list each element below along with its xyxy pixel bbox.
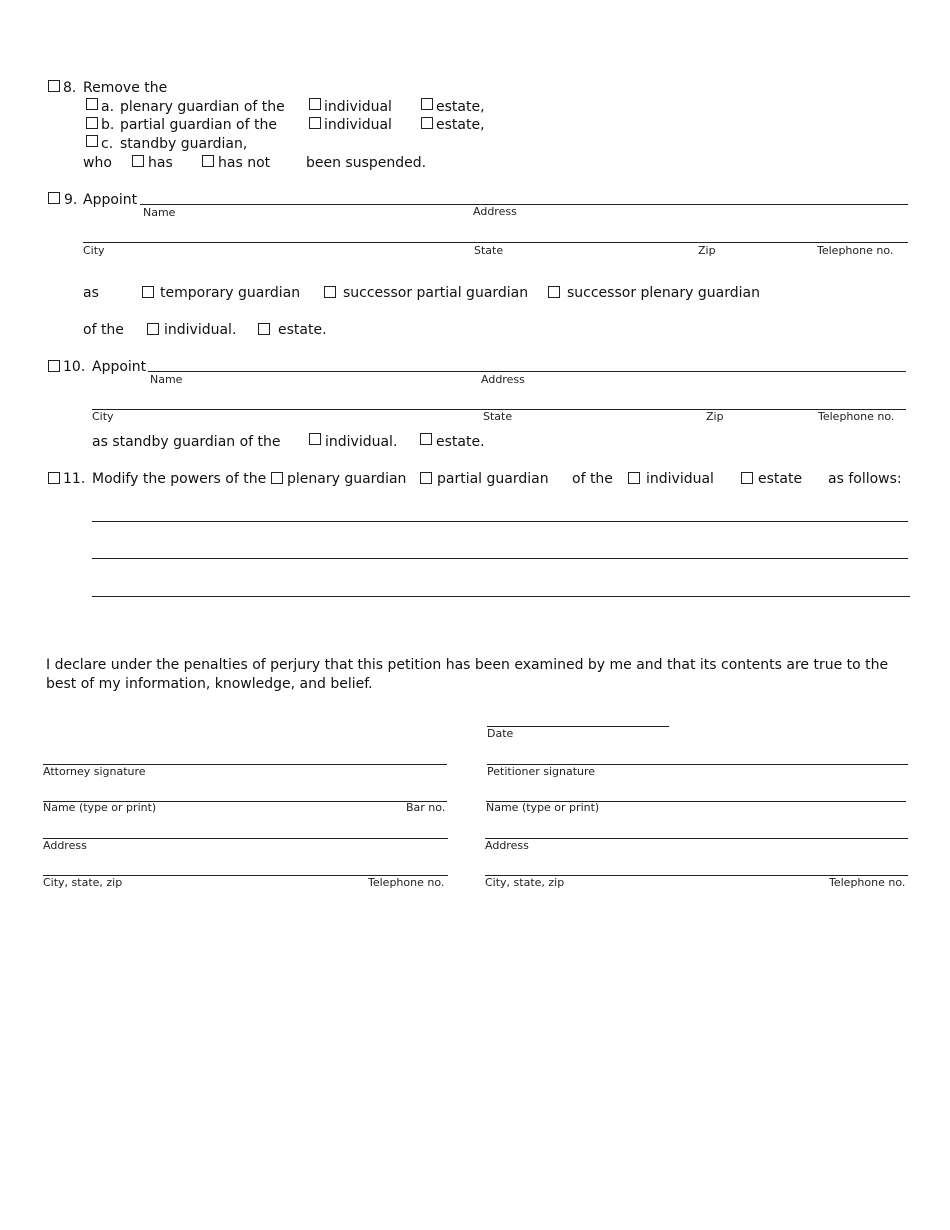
item9-city-caption: City bbox=[83, 244, 105, 257]
item8-has-checkbox[interactable] bbox=[132, 155, 144, 167]
item11-partial-label: partial guardian bbox=[437, 471, 549, 487]
item9-name-address-line[interactable] bbox=[140, 204, 908, 205]
item10-address-caption: Address bbox=[481, 373, 525, 386]
item9-successor-plenary-checkbox[interactable] bbox=[548, 286, 560, 298]
item8a-individual-label: individual bbox=[324, 99, 392, 115]
petitioner-telephone-caption: Telephone no. bbox=[829, 876, 906, 889]
item8-number: 8. bbox=[63, 80, 77, 96]
item10-city-caption: City bbox=[92, 410, 114, 423]
item11-estate-checkbox[interactable] bbox=[741, 472, 753, 484]
item11-checkbox[interactable] bbox=[48, 472, 60, 484]
item8b-individual-label: individual bbox=[324, 117, 392, 133]
item9-of-the: of the bbox=[83, 322, 124, 338]
item10-individual-checkbox[interactable] bbox=[309, 433, 321, 445]
item11-plenary-checkbox[interactable] bbox=[271, 472, 283, 484]
attorney-address-line[interactable] bbox=[43, 838, 448, 839]
item8-title: Remove the bbox=[83, 80, 168, 96]
item9-estate-label: estate. bbox=[278, 322, 327, 338]
item8b-label: b. bbox=[101, 117, 115, 133]
attorney-bar-no-caption: Bar no. bbox=[406, 801, 446, 814]
item11-individual-label: individual bbox=[646, 471, 714, 487]
item8-suspended: been suspended. bbox=[306, 155, 427, 171]
item9-checkbox[interactable] bbox=[48, 192, 60, 204]
item11-as-follows: as follows: bbox=[828, 471, 902, 487]
item8b-checkbox[interactable] bbox=[86, 117, 98, 129]
item10-number: 10. bbox=[63, 359, 86, 375]
attorney-city-caption: City, state, zip bbox=[43, 876, 123, 889]
item11-partial-checkbox[interactable] bbox=[420, 472, 432, 484]
item10-checkbox[interactable] bbox=[48, 360, 60, 372]
item8a-label: a. bbox=[101, 99, 115, 115]
item8-has-label: has bbox=[148, 155, 173, 171]
item9-zip-caption: Zip bbox=[698, 244, 716, 257]
attorney-signature-caption: Attorney signature bbox=[43, 765, 146, 778]
item9-temporary-label: temporary guardian bbox=[160, 285, 301, 301]
item11-line-3[interactable] bbox=[92, 596, 910, 597]
item9-number: 9. bbox=[64, 192, 78, 208]
item9-as: as bbox=[83, 285, 99, 301]
item11-plenary-label: plenary guardian bbox=[287, 471, 407, 487]
item9-name-caption: Name bbox=[143, 206, 176, 219]
petitioner-name-caption: Name (type or print) bbox=[486, 801, 600, 814]
item8b-individual-checkbox[interactable] bbox=[309, 117, 321, 129]
item11-estate-label: estate bbox=[758, 471, 803, 487]
item10-telephone-caption: Telephone no. bbox=[818, 410, 895, 423]
item9-city-line[interactable] bbox=[83, 242, 908, 243]
declaration-text: I declare under the penalties of perjury that this petition has been examined by me and that its contents are true to the best of my information, knowledge, and belief. bbox=[46, 657, 889, 692]
attorney-name-caption: Name (type or print) bbox=[43, 801, 157, 814]
item8-who: who bbox=[83, 155, 112, 171]
item10-title: Appoint bbox=[92, 359, 147, 375]
petitioner-signature-caption: Petitioner signature bbox=[487, 765, 596, 778]
item10-standby-text: as standby guardian of the bbox=[92, 434, 281, 450]
item11-line-2[interactable] bbox=[92, 558, 908, 559]
item9-successor-plenary-label: successor plenary guardian bbox=[567, 285, 760, 301]
item9-state-caption: State bbox=[474, 244, 504, 257]
item9-telephone-caption: Telephone no. bbox=[817, 244, 894, 257]
item9-successor-partial-label: successor partial guardian bbox=[343, 285, 529, 301]
item8a-individual-checkbox[interactable] bbox=[309, 98, 321, 110]
item11-line-1[interactable] bbox=[92, 521, 908, 522]
item8a-checkbox[interactable] bbox=[86, 98, 98, 110]
item9-individual-label: individual. bbox=[164, 322, 237, 338]
item8b-estate-checkbox[interactable] bbox=[421, 117, 433, 129]
item8c-label: c. bbox=[101, 136, 114, 152]
item10-individual-label: individual. bbox=[325, 434, 398, 450]
date-line[interactable] bbox=[487, 726, 669, 727]
item8-has-not-checkbox[interactable] bbox=[202, 155, 214, 167]
item8a-estate-checkbox[interactable] bbox=[421, 98, 433, 110]
item8a-text: plenary guardian of the bbox=[120, 99, 285, 115]
item9-successor-partial-checkbox[interactable] bbox=[324, 286, 336, 298]
item10-estate-checkbox[interactable] bbox=[420, 433, 432, 445]
item10-zip-caption: Zip bbox=[706, 410, 724, 423]
item8b-text: partial guardian of the bbox=[120, 117, 277, 133]
item9-address-caption: Address bbox=[473, 205, 517, 218]
item9-individual-checkbox[interactable] bbox=[147, 323, 159, 335]
item9-temporary-checkbox[interactable] bbox=[142, 286, 154, 298]
attorney-address-caption: Address bbox=[43, 839, 87, 852]
item10-name-caption: Name bbox=[150, 373, 183, 386]
petitioner-address-line[interactable] bbox=[485, 838, 908, 839]
item11-title: Modify the powers of the bbox=[92, 471, 267, 487]
item8a-estate-label: estate, bbox=[436, 99, 485, 115]
item9-title: Appoint bbox=[83, 192, 138, 208]
attorney-telephone-caption: Telephone no. bbox=[368, 876, 445, 889]
petitioner-city-caption: City, state, zip bbox=[485, 876, 565, 889]
item11-number: 11. bbox=[63, 471, 86, 487]
item9-estate-checkbox[interactable] bbox=[258, 323, 270, 335]
item11-individual-checkbox[interactable] bbox=[628, 472, 640, 484]
item8c-checkbox[interactable] bbox=[86, 135, 98, 147]
date-caption: Date bbox=[487, 727, 514, 740]
item8-checkbox[interactable] bbox=[48, 80, 60, 92]
item8-has-not-label: has not bbox=[218, 155, 271, 171]
item10-estate-label: estate. bbox=[436, 434, 485, 450]
item11-of-the: of the bbox=[572, 471, 613, 487]
petitioner-address-caption: Address bbox=[485, 839, 529, 852]
item8b-estate-label: estate, bbox=[436, 117, 485, 133]
item10-name-address-line[interactable] bbox=[148, 371, 906, 372]
item8c-text: standby guardian, bbox=[120, 136, 248, 152]
item10-state-caption: State bbox=[483, 410, 513, 423]
